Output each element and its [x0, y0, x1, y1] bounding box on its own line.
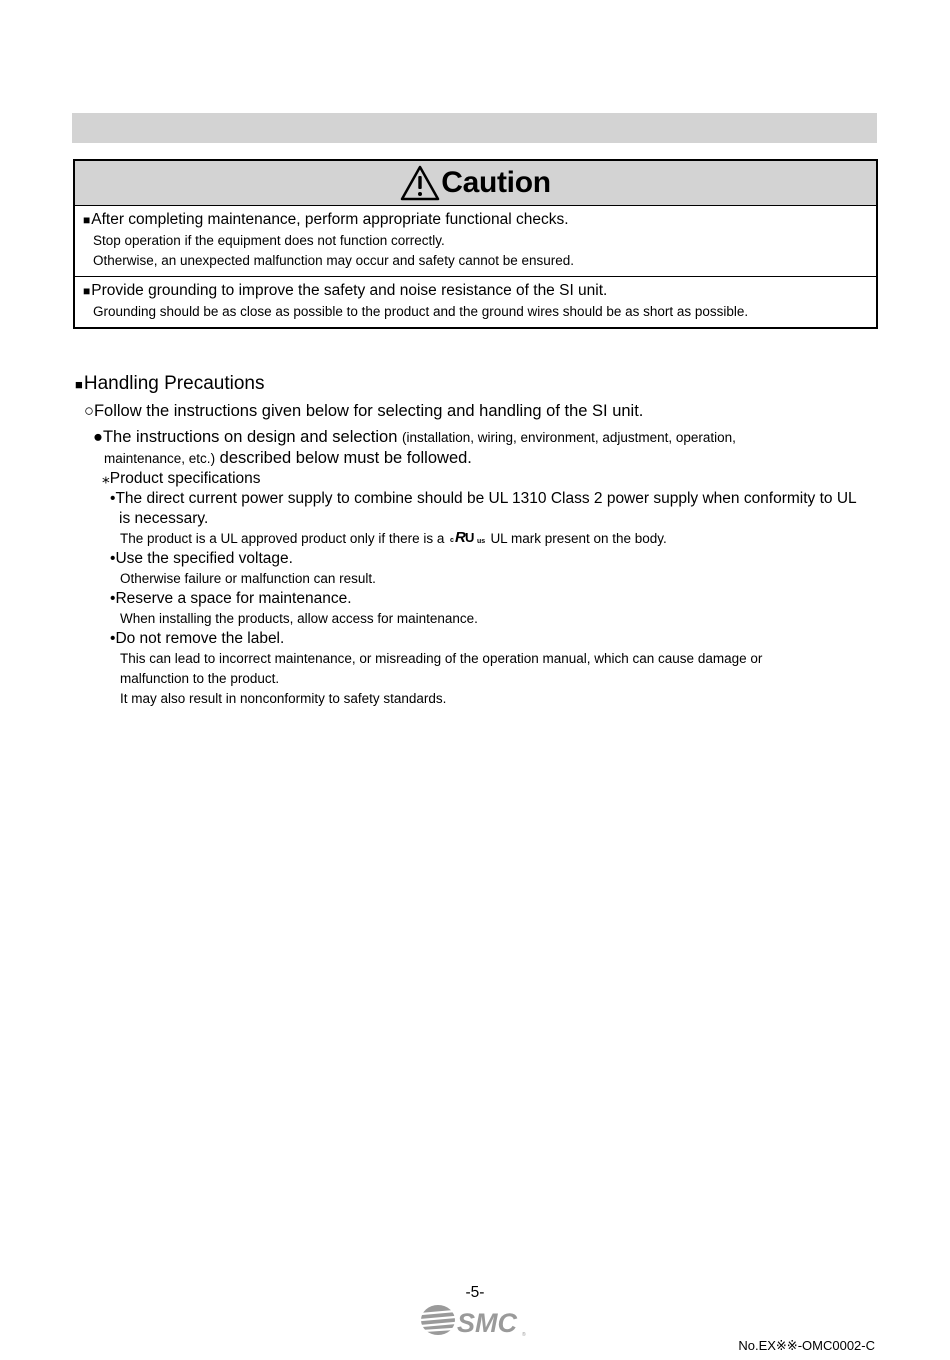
header-bar — [72, 113, 877, 143]
spec-item: •Do not remove the label. This can lead to incorrect maintenance, or misreading of the operation manual, which can cause damage or malfunction to the product. It may also result in nonconformity to safety standards. — [110, 630, 763, 706]
svg-text:U: U — [465, 530, 475, 545]
document-number: No.EX※※-OMC0002-C — [738, 1338, 875, 1353]
spec-item: •Reserve a space for maintenance. When installing the products, allow access for maintenance. — [110, 590, 478, 626]
caution-title: Caution — [441, 166, 551, 199]
dot-bullet-icon: • — [110, 590, 116, 607]
caution-header — [75, 161, 876, 206]
dot-bullet-icon: ● — [93, 428, 103, 446]
square-bullet-icon: ■ — [83, 284, 91, 298]
caution-item — [75, 276, 876, 327]
caution-item-main: Provide grounding to improve the safety and noise resistance of the SI unit. — [91, 282, 608, 299]
caution-item-sub: Otherwise, an unexpected malfunction may occur and safety cannot be ensured. — [93, 253, 575, 268]
spec-item: •Use the specified voltage. Otherwise failure or malfunction can result. — [110, 550, 376, 586]
asterisk-bullet-icon: ⁎ — [102, 470, 110, 487]
handling-precautions-section — [75, 372, 880, 709]
dot-bullet-icon: • — [110, 550, 116, 567]
product-spec-heading: Product specifications — [109, 470, 261, 487]
circle-bullet-icon: ○ — [84, 402, 94, 420]
page-number: -5- — [465, 1284, 485, 1301]
design-instructions: ●The instructions on design and selection (installation, wiring, environment, adjustment, operation, maintenance, etc.) described below must be followed. — [93, 428, 736, 467]
svg-text:®: ® — [522, 1332, 526, 1338]
handling-follow: Follow the instructions given below for selecting and handling of the SI unit. — [93, 402, 644, 420]
spec-item: •The direct current power supply to combine should be UL 1310 Class 2 power supply when conformity to UL is necessary. The product is a UL approved product only if there is a c R U us UL mark present on the body. — [110, 490, 857, 546]
handling-title: Handling Precautions — [83, 373, 265, 394]
caution-item-sub: Stop operation if the equipment does not function correctly. — [93, 233, 445, 248]
ul-listed-mark-icon — [450, 529, 488, 545]
svg-text:us: us — [477, 538, 486, 545]
svg-text:c: c — [450, 537, 455, 544]
svg-text:SMC: SMC — [457, 1308, 517, 1338]
caution-item-sub: Grounding should be as close as possible to the product and the ground wires should be as short as possible. — [93, 304, 749, 319]
caution-item-main: After completing maintenance, perform appropriate functional checks. — [91, 211, 569, 228]
smc-logo-icon — [420, 1302, 530, 1338]
dot-bullet-icon: • — [110, 630, 116, 647]
square-bullet-icon: ■ — [83, 213, 91, 227]
caution-box — [73, 159, 878, 329]
warning-triangle-icon — [400, 165, 440, 201]
square-bullet-icon: ■ — [75, 377, 83, 392]
dot-bullet-icon: • — [110, 490, 116, 507]
caution-item — [75, 206, 876, 276]
svg-text:R: R — [455, 529, 467, 545]
